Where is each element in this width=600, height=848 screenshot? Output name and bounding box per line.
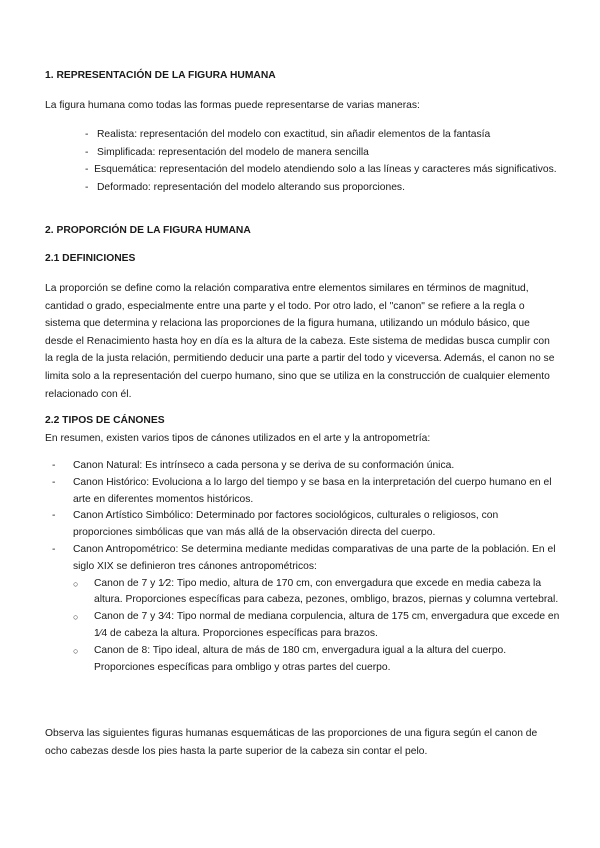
list-item: - Canon Artístico Simbólico: Determinado por factores sociológicos, culturales o religiosos, con proporciones simbólicas que van más allá de la observación directa del cuerpo. — [52, 510, 499, 539]
definitions-paragraph: La proporción se define como la relación comparativa entre elementos similares en términos de magnitud, cantidad o grado, especialmente entre una parte y el todo. Por otro lado, el "canon" se refiere a la regla o sistema que determina y relaciona las proporciones de la figura humana, utilizando un módulo básico, que desde el Renacimiento hasta hoy en día es la altura de la cabeza. Este sistema de medidas busca cumplir con la regla de la justa relación, permitiendo deducir una parte a partir del todo y viceversa. Además, el canon no se limita solo a la representación del cuerpo humano, sino que se utiliza en la construcción de cualquier elemento relacionado con él. — [45, 283, 555, 400]
canon-types-intro: En resumen, existen varios tipos de cánones utilizados en el arte y la antropometría: — [45, 433, 431, 444]
circle-bullet-icon: ○ — [73, 578, 79, 589]
definitions-heading: 2.1 DEFINICIONES — [45, 253, 136, 264]
circle-bullet-icon: ○ — [73, 612, 79, 623]
sub-list-item: ○ Canon de 7 y 1⁄2: Tipo medio, altura de 170 cm, con envergadura que excede en media cabeza la altura. Proporciones específicas para cabeza, pezones, ombligo, brazos, piernas y columna vertebral. — [73, 577, 559, 606]
sub-list-item: ○ Canon de 7 y 3⁄4: Tipo normal de mediana corpulencia, altura de 175 cm, envergadura que excede en 1⁄4 de cabeza la altura. Proporciones específicas para brazos. — [73, 611, 560, 639]
list-item: - Simplificada: representación del modelo de manera sencilla — [85, 146, 369, 158]
section1-intro: La figura humana como todas las formas puede representarse de varias maneras: — [45, 100, 420, 111]
list-item: - Esquemática: representación del modelo atendiendo solo a las líneas y caracteres más significativos. — [85, 164, 557, 176]
anthropometric-sublist — [73, 576, 560, 677]
section2-heading: 2. PROPORCIÓN DE LA FIGURA HUMANA — [45, 225, 251, 236]
circle-bullet-icon: ○ — [73, 645, 79, 656]
representation-list — [85, 126, 560, 196]
list-item: - Deformado: representación del modelo alterando sus proporciones. — [85, 181, 405, 193]
list-item: - Canon Antropométrico: Se determina mediante medidas comparativas de una parte de la población. En el siglo XIX se definieron tres cánones antropométricos: ○ Canon de 7 y 1⁄2: Tipo medio, altura de 170 cm, con envergadura que excede en media cabeza la altura. Proporciones específicas para cabeza, pezones, ombligo, brazos, piernas y columna vertebral. ○ Canon de 7 y 3⁄4: Tipo normal de mediana corpulencia, altura de 175 cm, envergadura que excede en 1⁄4 de cabeza la altura. Proporciones específicas para brazos. ○ Canon de 8: Tipo ideal, altura de más de 180 cm, envergadura igual a la altura del cuerpo. Proporciones específicas para ombligo y otras partes del cuerpo. — [52, 542, 560, 676]
canon-types-heading: 2.2 TIPOS DE CÁNONES — [45, 415, 165, 426]
canon-list — [52, 458, 560, 676]
list-item: - Canon Histórico: Evoluciona a lo largo del tiempo y se basa en la interpretación del cuerpo humano en el arte en diferentes momentos históricos. — [52, 476, 552, 505]
section1-heading: 1. REPRESENTACIÓN DE LA FIGURA HUMANA — [45, 70, 276, 81]
closing-paragraph: Observa las siguientes figuras humanas esquemáticas de las proporciones de una figura según el canon de ocho cabezas desde los pies hasta la parte superior de la cabeza sin contar el pelo. — [45, 728, 538, 757]
list-item: - Realista: representación del modelo con exactitud, sin añadir elementos de la fantasía — [85, 129, 491, 140]
sub-list-item: ○ Canon de 8: Tipo ideal, altura de más de 180 cm, envergadura igual a la altura del cuerpo. Proporciones específicas para ombligo y otras partes del cuerpo. — [73, 644, 507, 673]
list-item: - Canon Natural: Es intrínseco a cada persona y se deriva de su conformación única. — [52, 460, 455, 471]
